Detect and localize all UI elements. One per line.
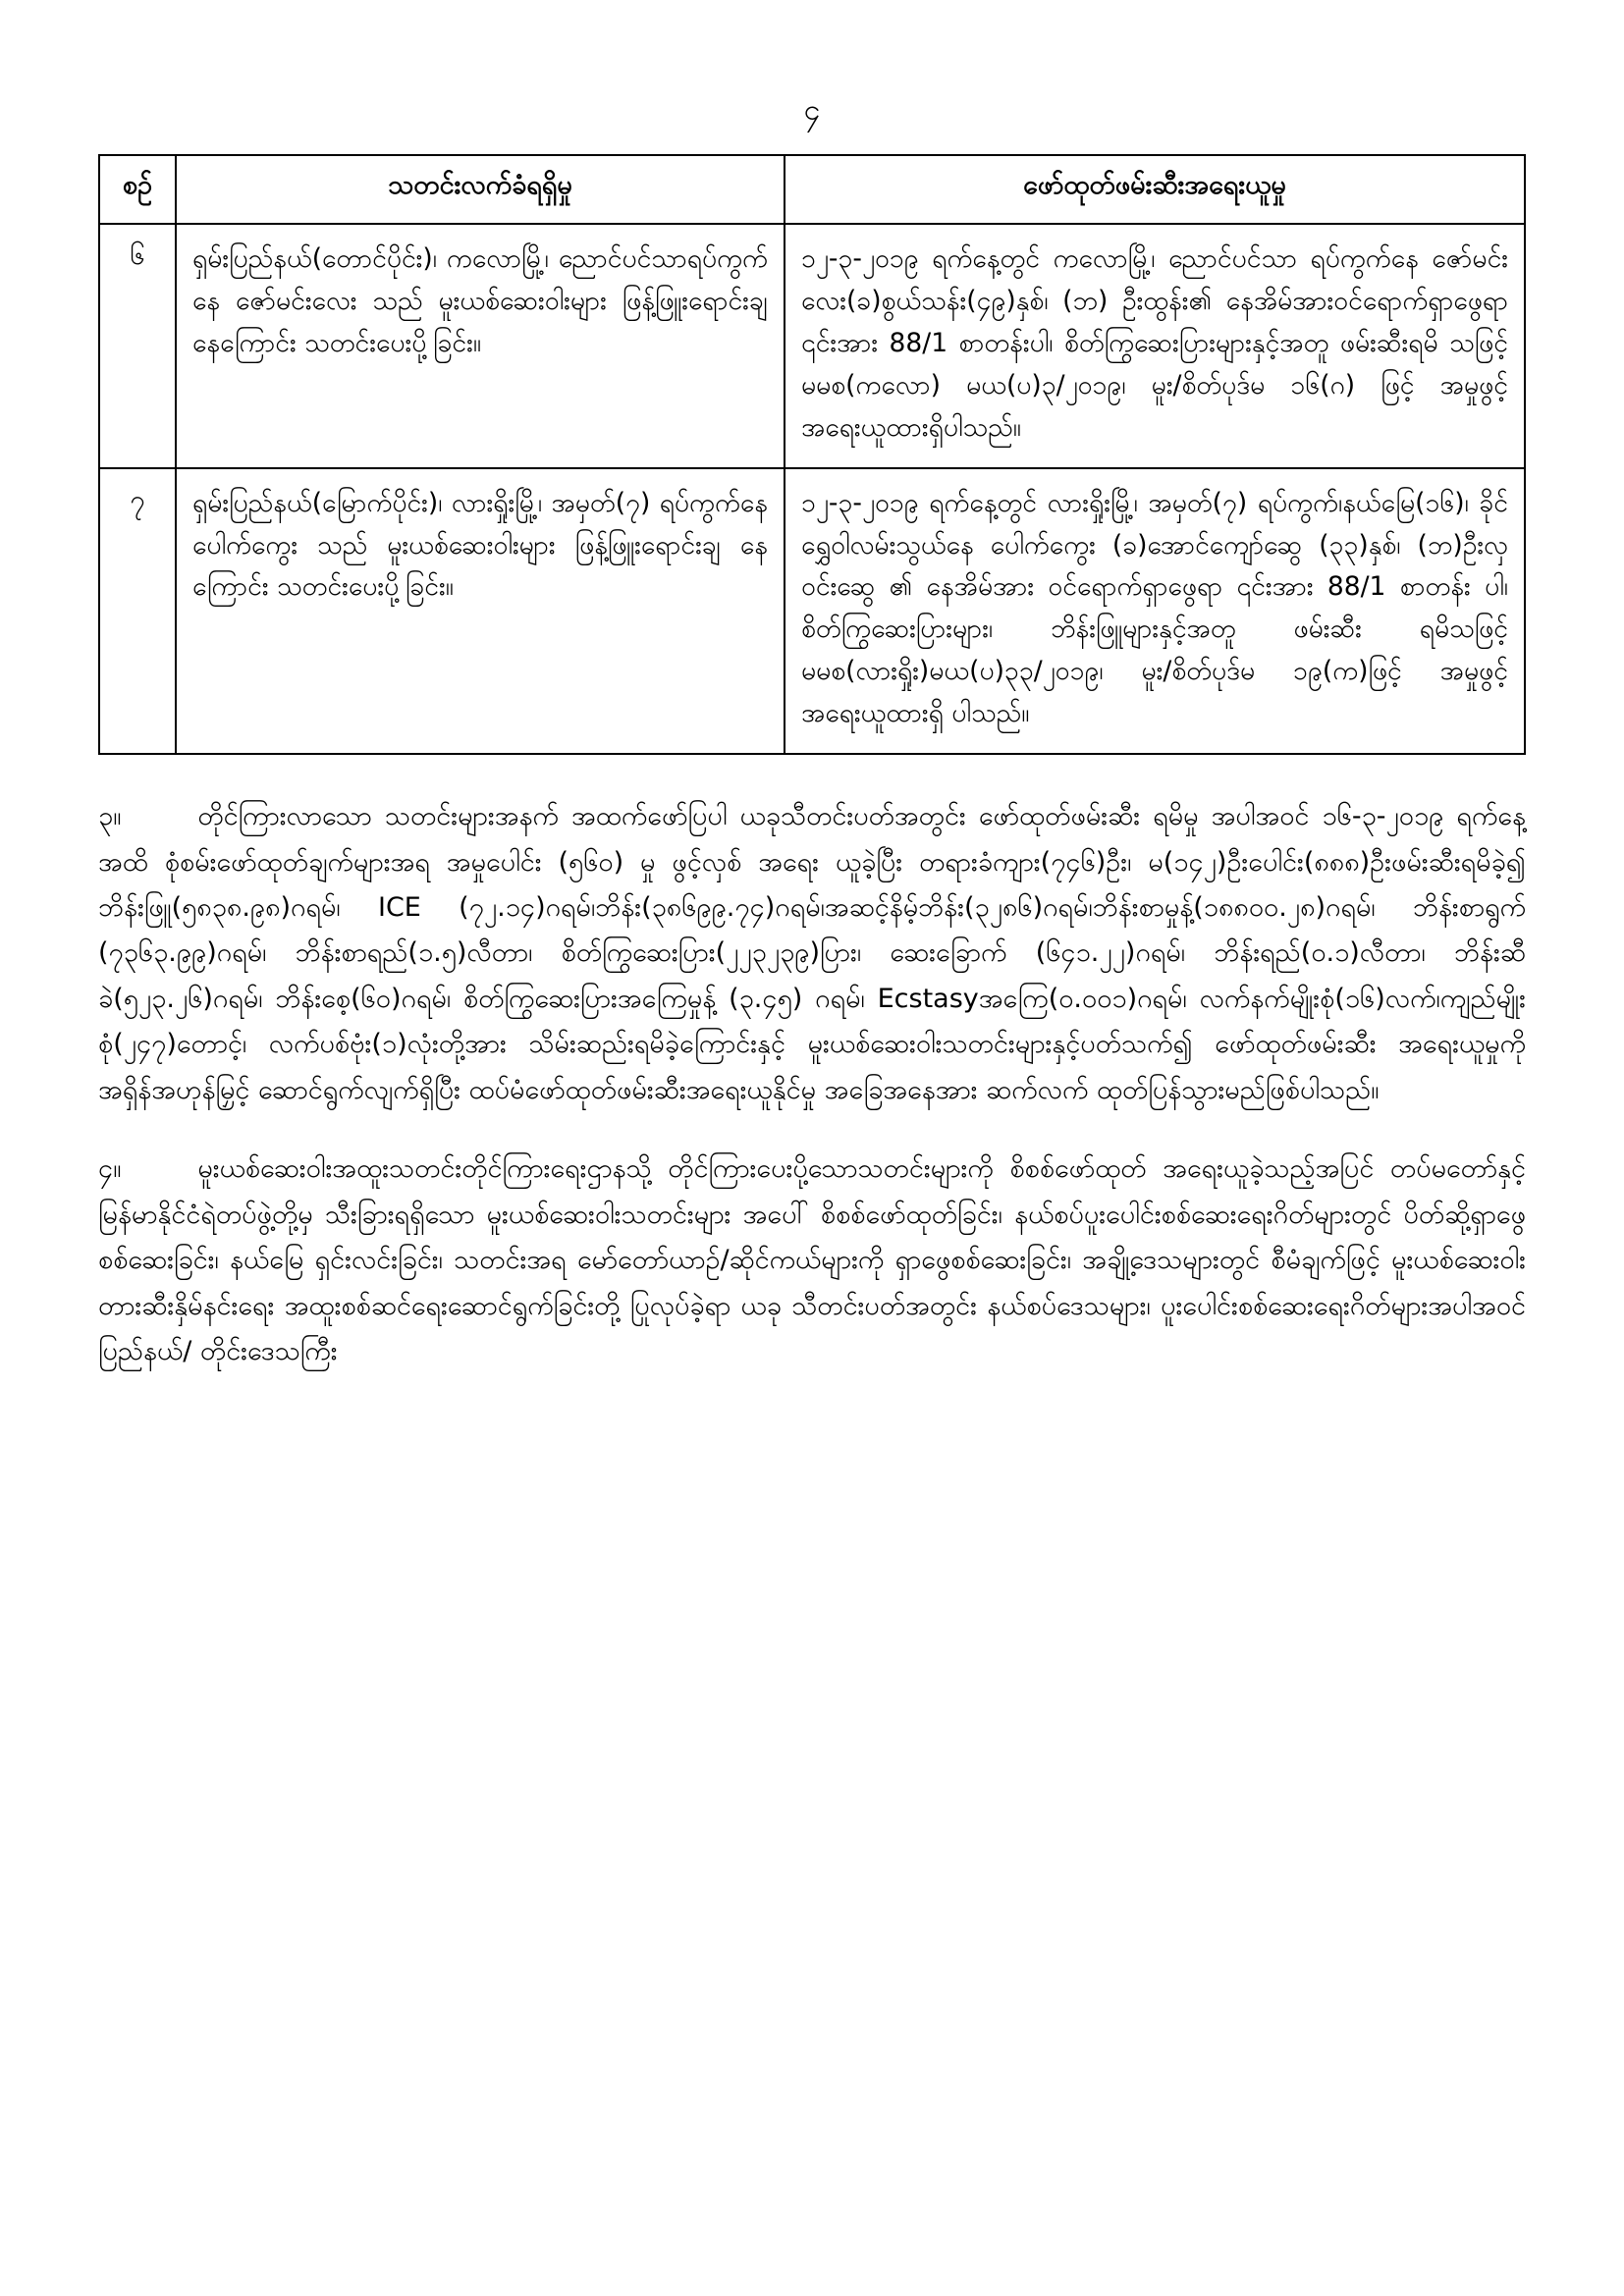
row-number: ၇ — [99, 468, 176, 755]
paragraph-4 — [98, 1147, 1526, 1374]
column-header-info: သတင်းလက်ခံရရှိမှု — [176, 155, 785, 224]
paragraph-3-text: တိုင်ကြားလာသော သတင်းများအနက် အထက်ဖော်ပြပါ ယခုသီတင်းပတ်အတွင်း ဖော်ထုတ်ဖမ်းဆီး ရမိမှု အပါအဝင် ၁၆-၃-၂၀၁၉ ရက်နေ့အထိ စုံစမ်းဖော်ထုတ်ချက်များအရ အမှုပေါင်း (၅၆၀) မှု ဖွင့်လှစ် အရေး ယူခဲ့ပြီး တရားခံကျား(၇၄၆)ဦး၊ မ(၁၄၂)ဦးပေါင်း(၈၈၈)ဦးဖမ်းဆီးရမိခဲ့၍ ဘိန်းဖြူ(၅၈၃၈.၉၈)ဂရမ်၊ ICE (၇၂.၁၄)ဂရမ်၊ဘိန်း(၃၈၆၉၉.၇၄)ဂရမ်၊အဆင့်နိမ့်ဘိန်း(၃၂၈၆)ဂရမ်၊ဘိန်းစာမှုန့်(၁၈၈၀၀.၂၈)ဂရမ်၊ ဘိန်းစာရွက် (၇၃၆၃.၉၉)ဂရမ်၊ ဘိန်းစာရည်(၁.၅)လီတာ၊ စိတ်ကြွဆေးပြား(၂၂၃၂၃၉)ပြား၊ ဆေးခြောက် (၆၄၁.၂၂)ဂရမ်၊ ဘိန်းရည်(၀.၁)လီတာ၊ ဘိန်းဆီခဲ(၅၂၃.၂၆)ဂရမ်၊ ဘိန်းစေ့(၆၀)ဂရမ်၊ စိတ်ကြွဆေးပြားအကြေမှုန့် (၃.၄၅) ဂရမ်၊ Ecstasyအကြေ(၀.၀၀၁)ဂရမ်၊ လက်နက်မျိုးစုံ(၁၆)လက်၊ကျည်မျိုးစုံ(၂၄၇)တောင့်၊ လက်ပစ်ဗုံး(၁)လုံးတို့အား သိမ်းဆည်းရမိခဲ့ကြောင်းနှင့် မူးယစ်ဆေးဝါးသတင်းများနှင့်ပတ်သက်၍ ဖော်ထုတ်ဖမ်းဆီး အရေးယူမှုကို အရှိန်အဟုန်မြှင့် ဆောင်ရွက်လျက်ရှိပြီး ထပ်မံဖော်ထုတ်ဖမ်းဆီးအရေးယူနိုင်မှု အခြေအနေအား ဆက်လက် ထုတ်ပြန်သွားမည်ဖြစ်ပါသည်။ — [98, 801, 1526, 1105]
row-action: ၁၂-၃-၂၀၁၉ ရက်နေ့တွင် ကလောမြို့၊ ညောင်ပင်သာ ရပ်ကွက်နေ ဇော်မင်းလေး(ခ)စွယ်သန်း(၄၉)နှစ်၊ (ဘ) ဦးထွန်း၏ နေအိမ်အားဝင်ရောက်ရှာဖွေရာ ၎င်းအား 88/1 စာတန်းပါ၊ စိတ်ကြွဆေးပြားများနှင့်အတူ ဖမ်းဆီးရမိ သဖြင့် မမစ(ကလော) မယ(ပ)၃/၂၀၁၉၊ မူး/စိတ်ပုဒ်မ ၁၆(ဂ) ဖြင့် အမှုဖွင့် အရေးယူထားရှိပါသည်။ — [785, 224, 1525, 468]
page-number: ၄ — [803, 93, 821, 128]
column-header-action: ဖော်ထုတ်ဖမ်းဆီးအရေးယူမှု — [785, 155, 1525, 224]
paragraph-4-number: ၄။ — [98, 1153, 122, 1185]
column-header-no: စဉ် — [99, 155, 176, 224]
paragraph-3 — [98, 794, 1526, 1113]
row-info: ရှမ်းပြည်နယ်(တောင်ပိုင်း)၊ ကလောမြို့၊ ညောင်ပင်သာရပ်ကွက်နေ ဇော်မင်းလေး သည် မူးယစ်ဆေးဝါးများ ဖြန့်ဖြူးရောင်းချ နေကြောင်း သတင်းပေးပို့ခြင်း။ — [176, 224, 785, 468]
row-info: ရှမ်းပြည်နယ်(မြောက်ပိုင်း)၊ လားရှိုးမြို့၊ အမှတ်(၇) ရပ်ကွက်နေ ပေါက်ကွေး သည် မူးယစ်ဆေးဝါးများ ဖြန့်ဖြူးရောင်းချ နေကြောင်း သတင်းပေးပို့ခြင်း။ — [176, 468, 785, 755]
row-number: ၆ — [99, 224, 176, 468]
paragraph-3-number: ၃။ — [98, 801, 122, 832]
row-action: ၁၂-၃-၂၀၁၉ ရက်နေ့တွင် လားရှိုးမြို့၊ အမှတ်(၇) ရပ်ကွက်၊နယ်မြေ(၁၆)၊ ခိုင်ရွှေဝါလမ်းသွယ်နေ ပေါက်ကွေး (ခ)အောင်ကျော်ဆွေ (၃၃)နှစ်၊ (ဘ)ဦးလှဝင်းဆွေ ၏ နေအိမ်အား ဝင်ရောက်ရှာဖွေရာ ၎င်းအား 88/1 စာတန်း ပါ၊ စိတ်ကြွဆေးပြားများ၊ ဘိန်းဖြူများနှင့်အတူ ဖမ်းဆီး ရမိသဖြင့် မမစ(လားရှိုး)မယ(ပ)၃၃/၂၀၁၉၊ မူး/စိတ်ပုဒ်မ ၁၉(က)ဖြင့် အမှုဖွင့် အရေးယူထားရှိ ပါသည်။ — [785, 468, 1525, 755]
paragraph-4-text: မူးယစ်ဆေးဝါးအထူးသတင်းတိုင်ကြားရေးဌာနသို့ တိုင်ကြားပေးပို့သောသတင်းများကို စိစစ်ဖော်ထုတ် အရေးယူခဲ့သည့်အပြင် တပ်မတော်နှင့် မြန်မာနိုင်ငံရဲတပ်ဖွဲ့တို့မှ သီးခြားရရှိသော မူးယစ်ဆေးဝါးသတင်းများ အပေါ် စိစစ်ဖော်ထုတ်ခြင်း၊ နယ်စပ်ပူးပေါင်းစစ်ဆေးရေးဂိတ်များတွင် ပိတ်ဆို့ရှာဖွေစစ်ဆေးခြင်း၊ နယ်မြေ ရှင်းလင်းခြင်း၊ သတင်းအရ မော်တော်ယာဉ်/ဆိုင်ကယ်များကို ရှာဖွေစစ်ဆေးခြင်း၊ အချို့ဒေသများတွင် စီမံချက်ဖြင့် မူးယစ်ဆေးဝါးတားဆီးနှိမ်နင်းရေး အထူးစစ်ဆင်ရေးဆောင်ရွက်ခြင်းတို့ ပြုလုပ်ခဲ့ရာ ယခု သီတင်းပတ်အတွင်း နယ်စပ်ဒေသများ၊ ပူးပေါင်းစစ်ဆေးရေးဂိတ်များအပါအဝင် ပြည်နယ်/ တိုင်းဒေသကြီး — [98, 1153, 1526, 1366]
table-header-row — [99, 155, 1525, 224]
incident-table — [98, 154, 1526, 755]
table-row — [99, 224, 1525, 468]
table-row — [99, 468, 1525, 755]
